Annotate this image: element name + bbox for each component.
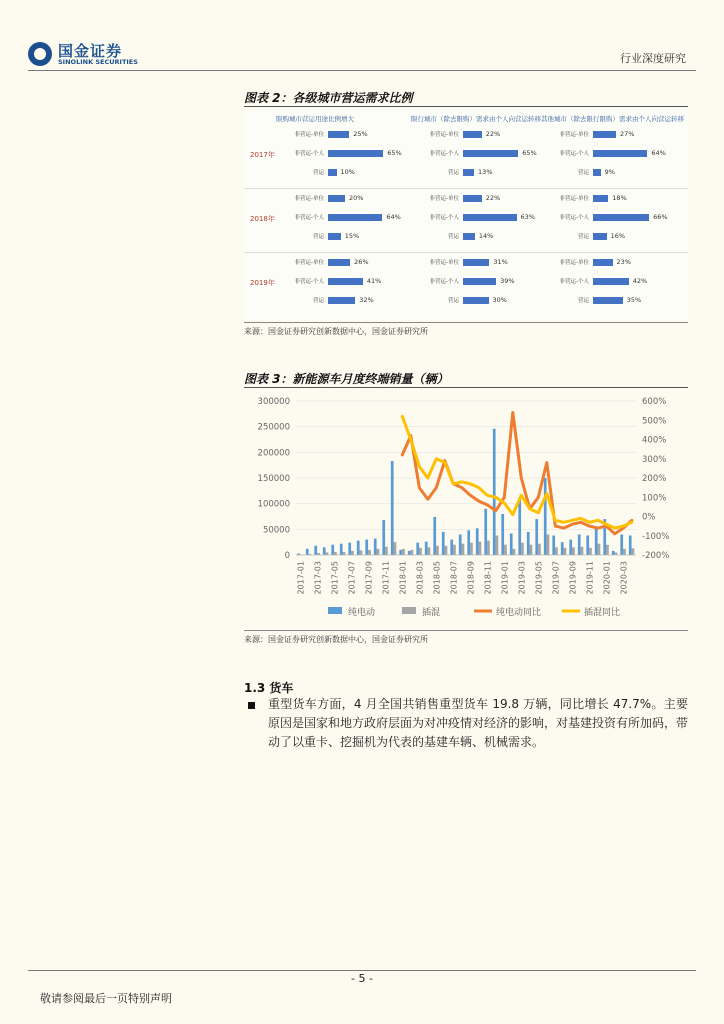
- figure2-year-label: 2017年: [250, 151, 275, 159]
- figure2-year-label: 2018年: [250, 215, 275, 223]
- figure2-bar: [593, 214, 649, 221]
- figure2-column-header: 限购城市营运用途比例增大: [276, 115, 354, 123]
- bar-phev: [394, 542, 397, 555]
- figure2-bar-value: 64%: [651, 149, 666, 157]
- bar-phev: [521, 543, 524, 555]
- x-axis-tick-label: 2019-09: [568, 561, 578, 595]
- bar-bev: [467, 530, 470, 555]
- bar-bev: [357, 541, 360, 555]
- page-number: - 5 -: [351, 972, 373, 985]
- bar-bev: [501, 514, 504, 555]
- figure2-bar-label: 非营运-单位: [294, 260, 324, 266]
- x-axis-tick-label: 2018-07: [449, 561, 459, 595]
- figure2-bar-value: 15%: [344, 232, 360, 240]
- right-axis-tick-label: 400%: [642, 435, 667, 446]
- figure2-bar-value: 13%: [478, 168, 493, 176]
- figure2-bar: [328, 169, 337, 176]
- figure2-bar-value: 31%: [493, 258, 508, 266]
- figure2-bar: [593, 233, 607, 240]
- bar-phev: [411, 550, 414, 555]
- bar-bev: [612, 551, 615, 555]
- right-axis-tick-label: 600%: [642, 397, 667, 407]
- figure2-bar-value: 65%: [522, 149, 537, 157]
- bar-bev: [425, 542, 428, 555]
- figure2-bar: [593, 259, 613, 266]
- figure2-bar: [463, 169, 474, 176]
- x-axis-tick-label: 2019-03: [517, 561, 527, 595]
- bar-bev: [365, 540, 368, 555]
- figure2-bar-label: 非营运-个人: [429, 151, 459, 157]
- bar-bev: [561, 542, 564, 555]
- header-divider: [28, 70, 696, 71]
- figure2-bar: [328, 297, 355, 304]
- bar-phev: [555, 547, 558, 555]
- figure2-bar-label: 非营运-个人: [294, 279, 324, 285]
- bar-bev: [340, 544, 343, 555]
- figure2-bar: [593, 278, 629, 285]
- figure2-bar-value: 22%: [485, 194, 501, 202]
- figure2-row-separator: [244, 188, 688, 189]
- bar-phev: [402, 549, 405, 555]
- figure2-bottom-divider: [244, 322, 688, 323]
- bar-bev: [348, 543, 351, 555]
- bar-bev: [433, 517, 436, 555]
- bar-phev: [504, 545, 507, 555]
- bar-bev: [408, 551, 411, 555]
- bar-phev: [581, 547, 584, 555]
- figure2-bar-label: 营运: [577, 234, 589, 240]
- bar-phev: [428, 547, 431, 555]
- figure2-bar: [463, 131, 482, 138]
- x-axis-tick-label: 2018-11: [483, 561, 493, 595]
- figure2-bar: [593, 195, 608, 202]
- figure2-bar-value: 20%: [349, 194, 364, 202]
- figure2-bar: [328, 131, 349, 138]
- figure2-bar-value: 41%: [366, 277, 382, 285]
- line-phev-yoy: [402, 416, 632, 528]
- x-axis-tick-label: 2018-01: [398, 561, 408, 595]
- x-axis-tick-label: 2019-07: [551, 561, 561, 595]
- right-axis-tick-label: 100%: [642, 493, 667, 504]
- figure2-bar-label: 营运: [447, 298, 459, 304]
- figure2-bar-label: 营运: [312, 234, 324, 240]
- bar-bev: [331, 545, 334, 555]
- figure2-bar-value: 23%: [616, 258, 631, 266]
- x-axis-tick-label: 2018-03: [415, 561, 425, 595]
- figure2-bar: [593, 150, 647, 157]
- figure3-bottom-divider: [244, 630, 688, 631]
- figure2-bar: [328, 233, 341, 240]
- figure2-bar-label: 非营运-单位: [559, 196, 589, 202]
- figure2-bar-value: 63%: [520, 213, 535, 221]
- bar-bev: [535, 519, 538, 555]
- figure2-bar-label: 非营运-单位: [559, 260, 589, 266]
- right-axis-tick-label: -100%: [642, 531, 670, 542]
- bar-phev: [487, 541, 490, 555]
- bar-phev: [445, 546, 448, 555]
- bar-bev: [578, 534, 581, 555]
- bar-bev: [450, 540, 453, 555]
- figure2-bar-value: 64%: [386, 213, 401, 221]
- figure2-bar-label: 非营运-个人: [559, 151, 589, 157]
- logo-chinese-name: 国金证券: [58, 42, 123, 60]
- figure2-bar-label: 非营运-单位: [559, 132, 589, 138]
- figure3-title-divider: [244, 387, 688, 388]
- right-axis-tick-label: 300%: [642, 454, 667, 465]
- figure2-bar-value: 32%: [359, 296, 374, 304]
- figure2-bar-value: 42%: [632, 277, 648, 285]
- figure2-bar-label: 非营运-单位: [294, 196, 324, 202]
- bar-bev: [552, 535, 555, 555]
- legend-swatch: [402, 607, 416, 614]
- x-axis-tick-label: 2019-11: [585, 561, 595, 595]
- x-axis-tick-label: 2017-07: [347, 561, 357, 595]
- figure2-bar: [593, 169, 601, 176]
- bar-phev: [547, 534, 550, 555]
- bar-bev: [459, 534, 462, 555]
- bar-phev: [589, 548, 592, 555]
- right-axis-tick-label: 200%: [642, 474, 667, 484]
- x-axis-tick-label: 2018-05: [432, 561, 442, 595]
- bar-bev: [527, 532, 530, 555]
- figure2-bar-label: 非营运-个人: [429, 215, 459, 221]
- legend-label: 纯电动同比: [496, 608, 542, 618]
- bar-bev: [323, 547, 326, 555]
- bar-bev: [306, 549, 309, 555]
- figure2-bar: [328, 214, 382, 221]
- legend-label: 纯电动: [348, 608, 376, 618]
- left-axis-tick-label: 250000: [257, 422, 290, 433]
- x-axis-tick-label: 2019-01: [500, 561, 510, 595]
- figure2-bar-value: 10%: [340, 168, 355, 176]
- figure2-bar-label: 非营运-单位: [294, 132, 324, 138]
- logo-english-name: SINOLINK SECURITIES: [58, 58, 138, 66]
- right-axis-tick-label: 500%: [642, 416, 667, 427]
- bar-bev: [629, 535, 632, 555]
- figure2-bar-value: 9%: [604, 168, 615, 176]
- bar-bev: [416, 543, 419, 555]
- figure2-bar-label: 非营运-单位: [429, 260, 459, 266]
- left-axis-tick-label: 300000: [257, 397, 290, 407]
- figure2-bar-label: 非营运-个人: [559, 215, 589, 221]
- figure2-bar: [328, 278, 363, 285]
- figure2-bar-value: 39%: [500, 277, 515, 285]
- right-axis-tick-label: -200%: [642, 551, 670, 561]
- bar-bev: [374, 539, 377, 555]
- figure2-bar-label: 非营运-单位: [429, 132, 459, 138]
- section-heading: 1.3 货车: [244, 681, 294, 695]
- figure2-bar-label: 营运: [577, 298, 589, 304]
- bar-phev: [496, 535, 499, 555]
- figure2-bar: [328, 259, 350, 266]
- bar-phev: [462, 544, 465, 555]
- figure2-bar-label: 营运: [447, 170, 459, 176]
- figure2-bar: [463, 297, 489, 304]
- figure2-bar-value: 27%: [619, 130, 635, 138]
- bar-phev: [351, 551, 354, 555]
- x-axis-tick-label: 2017-09: [364, 561, 374, 595]
- x-axis-tick-label: 2019-05: [534, 561, 544, 595]
- figure2-city-demand-chart: [244, 108, 688, 320]
- bar-bev: [586, 535, 589, 555]
- figure2-bar: [463, 278, 496, 285]
- figure2-title: 图表 2：各级城市营运需求比例: [244, 91, 413, 105]
- bar-phev: [470, 543, 473, 555]
- footer-disclaimer-note: 敬请参阅最后一页特别声明: [40, 992, 172, 1005]
- figure2-title-divider: [244, 106, 688, 107]
- figure2-source: 来源：国金证券研究创新数据中心，国金证券研究所: [244, 327, 428, 336]
- figure2-bar: [593, 131, 616, 138]
- x-axis-tick-label: 2017-05: [330, 561, 340, 595]
- figure2-bar-value: 66%: [653, 213, 668, 221]
- bar-bev: [510, 533, 513, 555]
- x-axis-tick-label: 2020-01: [602, 561, 612, 595]
- figure2-bar-value: 14%: [478, 232, 494, 240]
- bar-bev: [493, 429, 496, 555]
- bar-phev: [360, 550, 363, 555]
- bar-phev: [368, 550, 371, 555]
- bar-bev: [399, 550, 402, 555]
- figure2-bar-label: 非营运-个人: [294, 151, 324, 157]
- figure2-year-label: 2019年: [250, 279, 275, 287]
- bar-phev: [513, 549, 516, 555]
- section-paragraph: 重型货车方面，4 月全国共销售重型货车 19.8 万辆，同比增长 47.7%。主要原因是国家和地方政府层面为对冲疫情对经济的影响，对基建投资有所加码，带动了以重卡、挖掘机为代表的基建车辆、机械需求。: [268, 697, 689, 749]
- bullet-square-icon: [248, 702, 255, 709]
- bar-phev: [538, 544, 541, 555]
- bar-bev: [595, 527, 598, 555]
- bar-phev: [436, 546, 439, 555]
- figure2-bar-value: 22%: [485, 130, 501, 138]
- figure2-bar-value: 26%: [354, 258, 369, 266]
- figure2-bar-value: 25%: [353, 130, 368, 138]
- x-axis-tick-label: 2018-09: [466, 561, 476, 595]
- left-axis-tick-label: 100000: [257, 499, 290, 510]
- bar-phev: [385, 547, 388, 555]
- figure2-bar: [593, 297, 623, 304]
- figure2-bar-label: 非营运-个人: [559, 279, 589, 285]
- bar-bev: [391, 461, 394, 555]
- figure2-bar-label: 非营运-个人: [429, 279, 459, 285]
- bar-bev: [518, 497, 521, 555]
- bar-phev: [530, 545, 533, 555]
- bar-phev: [632, 548, 635, 555]
- bar-bev: [620, 534, 623, 555]
- bar-phev: [334, 552, 337, 555]
- figure2-row-separator: [244, 252, 688, 253]
- bar-phev: [377, 549, 380, 555]
- bar-bev: [382, 520, 385, 555]
- figure2-bar-label: 营运: [312, 170, 324, 176]
- bar-phev: [479, 542, 482, 555]
- logo-mark-icon: [28, 42, 52, 66]
- left-axis-tick-label: 50000: [262, 525, 290, 536]
- footer-divider: [28, 970, 696, 971]
- bar-phev: [419, 548, 422, 555]
- legend-label: 插混同比: [584, 608, 621, 618]
- figure2-bar-value: 65%: [387, 149, 402, 157]
- bar-bev: [442, 532, 445, 555]
- figure2-bar-value: 16%: [610, 232, 626, 240]
- report-type-label: 行业深度研究: [620, 52, 686, 65]
- bar-phev: [623, 549, 626, 555]
- bar-phev: [572, 547, 575, 555]
- figure2-bar: [328, 195, 345, 202]
- bar-phev: [453, 545, 456, 555]
- figure2-bar: [463, 259, 489, 266]
- figure3-title: 图表 3：新能源车月度终端销量（辆）: [244, 372, 449, 386]
- bar-bev: [569, 540, 572, 555]
- figure2-bar: [463, 150, 518, 157]
- figure2-bar-label: 营运: [577, 170, 589, 176]
- figure2-bar: [463, 214, 517, 221]
- figure2-bar-label: 营运: [447, 234, 459, 240]
- bar-bev: [314, 546, 317, 555]
- figure3-svg: [244, 392, 688, 628]
- left-axis-tick-label: 150000: [257, 474, 290, 484]
- x-axis-tick-label: 2020-03: [619, 561, 629, 595]
- figure2-bar-label: 非营运-个人: [294, 215, 324, 221]
- left-axis-tick-label: 0: [284, 551, 290, 561]
- left-axis-tick-label: 200000: [257, 448, 290, 459]
- bar-bev: [544, 478, 547, 555]
- bar-phev: [564, 548, 567, 555]
- bar-bev: [484, 509, 487, 555]
- figure3-nev-sales-chart: [244, 392, 688, 628]
- figure2-bar: [463, 195, 482, 202]
- x-axis-tick-label: 2017-01: [296, 561, 306, 595]
- bar-phev: [343, 552, 346, 555]
- figure2-bar-value: 18%: [612, 194, 627, 202]
- bar-bev: [476, 528, 479, 555]
- x-axis-tick-label: 2017-03: [313, 561, 323, 595]
- figure3-source: 来源：国金证券研究创新数据中心，国金证券研究所: [244, 635, 428, 644]
- figure2-bar: [328, 150, 383, 157]
- bar-phev: [598, 544, 601, 555]
- line-bev-yoy: [402, 413, 632, 534]
- figure2-column-header: 其他城市（除去限行限购）需求由个人向营运转移: [541, 115, 684, 123]
- figure2-column-header: 限行城市（除去限购）需求由个人向营运转移: [411, 115, 541, 123]
- figure2-bar: [463, 233, 475, 240]
- bar-phev: [606, 545, 609, 555]
- x-axis-tick-label: 2017-11: [381, 561, 391, 595]
- figure2-bar-label: 非营运-单位: [429, 196, 459, 202]
- right-axis-tick-label: 0%: [642, 512, 656, 523]
- figure2-bar-value: 35%: [626, 296, 642, 304]
- legend-label: 插混: [422, 608, 441, 618]
- legend-swatch: [328, 607, 342, 614]
- figure2-bar-label: 营运: [312, 298, 324, 304]
- figure2-bar-value: 30%: [492, 296, 507, 304]
- company-logo: [28, 40, 138, 70]
